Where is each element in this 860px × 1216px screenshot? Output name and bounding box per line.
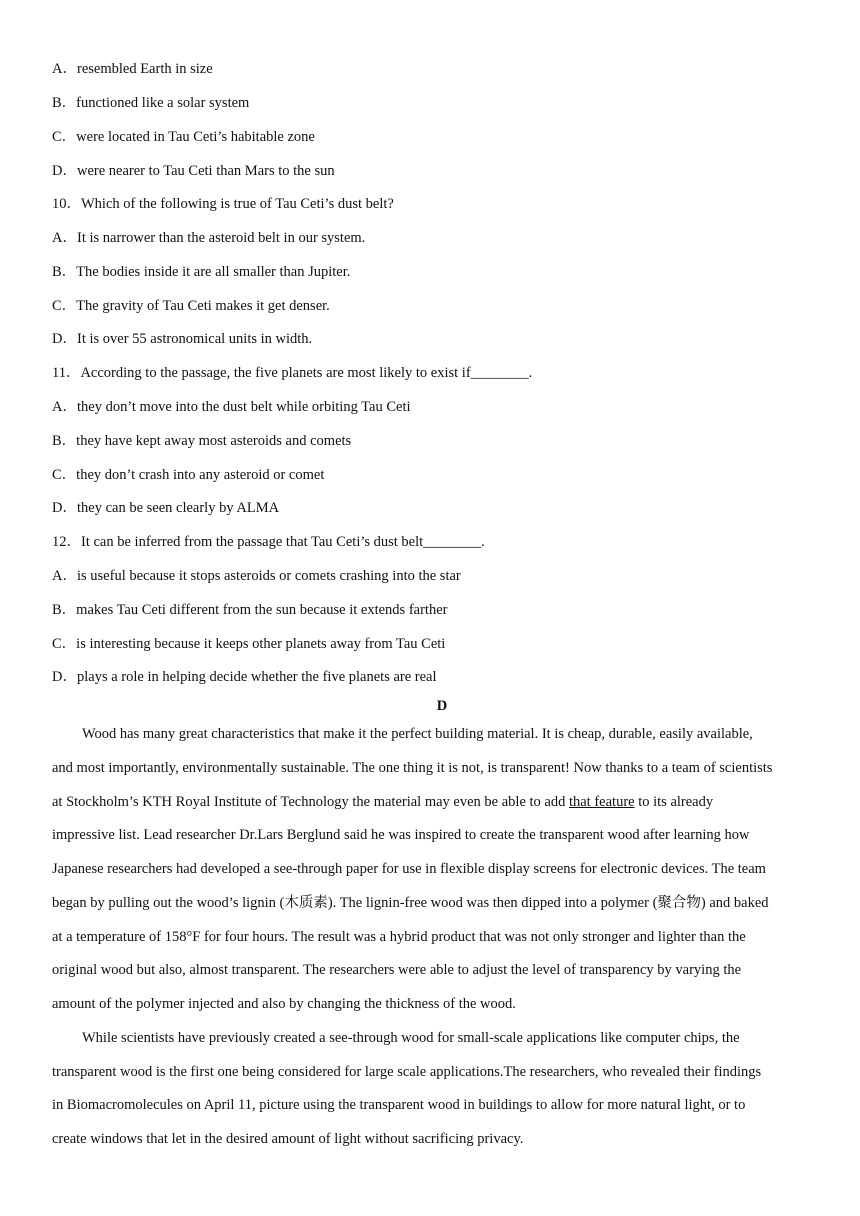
passage-p1-line: Japanese researchers had developed a see-through paper for use in flexible display screens for electronic devices. The team <box>52 861 766 877</box>
option-text: they have kept away most asteroids and comets <box>76 433 352 449</box>
q9-option-a <box>52 59 213 79</box>
q12-option-b <box>52 600 447 620</box>
passage-p1-line: and most importantly, environmentally sustainable. The one thing it is not, is transparent! Now thanks to a team of scientists <box>52 760 773 776</box>
option-letter: B． <box>52 433 77 449</box>
passage-p1-line: original wood but also, almost transparent. The researchers were able to adjust the level of transparency by varying the <box>52 962 742 978</box>
q10-option-a <box>52 228 365 248</box>
q12-option-c <box>52 634 445 654</box>
option-text: is useful because it stops asteroids or comets crashing into the star <box>76 568 461 584</box>
q10-stem: 10．Which of the following is true of Tau Ceti’s dust belt? <box>52 196 394 212</box>
option-text: were located in Tau Ceti’s habitable zone <box>76 129 315 145</box>
option-letter: D． <box>52 500 77 516</box>
passage-p2-line: While scientists have previously created a see-through wood for small-scale applications like computer chips, the <box>82 1030 740 1046</box>
option-letter: C． <box>52 298 77 314</box>
option-text: were nearer to Tau Ceti than Mars to the sun <box>76 163 335 179</box>
option-text: The gravity of Tau Ceti makes it get denser. <box>76 298 330 314</box>
option-text: is interesting because it keeps other planets away from Tau Ceti <box>76 636 446 652</box>
option-letter: D． <box>52 669 77 685</box>
section-heading: D <box>436 698 448 714</box>
option-letter: A． <box>52 399 77 415</box>
option-letter: C． <box>52 636 77 652</box>
q10-option-d <box>52 329 312 349</box>
option-text: It is narrower than the asteroid belt in our system. <box>76 230 366 246</box>
option-letter: D． <box>52 331 77 347</box>
q12-stem: 12．It can be inferred from the passage that Tau Ceti’s dust belt________. <box>52 534 485 550</box>
option-letter: C． <box>52 467 77 483</box>
passage-p2-line: create windows that let in the desired amount of light without sacrificing privacy. <box>52 1131 524 1147</box>
passage-p1-line: amount of the polymer injected and also by changing the thickness of the wood. <box>52 996 516 1012</box>
option-text: makes Tau Ceti different from the sun because it extends farther <box>76 602 448 618</box>
option-letter: C． <box>52 129 77 145</box>
option-text: plays a role in helping decide whether the five planets are real <box>76 669 437 685</box>
option-text: they don’t move into the dust belt while orbiting Tau Ceti <box>76 399 411 415</box>
option-letter: D． <box>52 163 77 179</box>
q11-option-b <box>52 431 351 451</box>
q9-option-d <box>52 161 335 181</box>
option-letter: A． <box>52 61 77 77</box>
option-text: It is over 55 astronomical units in width. <box>76 331 313 347</box>
option-letter: A． <box>52 230 77 246</box>
passage-p1-line: at a temperature of 158°F for four hours. The result was a hybrid product that was not only stronger and lighter than the <box>52 929 746 945</box>
passage-p2-line: transparent wood is the first one being considered for large scale applications.The researchers, who revealed their findings <box>52 1064 762 1080</box>
underlined-phrase: that feature <box>568 794 635 810</box>
option-text: functioned like a solar system <box>76 95 250 111</box>
q10-option-c <box>52 296 330 316</box>
option-text: The bodies inside it are all smaller than Jupiter. <box>76 264 351 280</box>
option-letter: B． <box>52 602 77 618</box>
passage-p2-line: in Biomacromolecules on April 11, picture using the transparent wood in buildings to allow for more natural light, or to <box>52 1097 746 1113</box>
q11-stem: 11．According to the passage, the five planets are most likely to exist if________. <box>52 365 533 381</box>
passage-text: to its already <box>634 794 714 810</box>
option-text: they can be seen clearly by ALMA <box>76 500 280 516</box>
option-text: resembled Earth in size <box>76 61 213 77</box>
passage-p1-line: began by pulling out the wood’s lignin (木质素). The lignin-free wood was then dipped into a polymer (聚合物) and baked <box>52 895 769 911</box>
passage-p1-line: Wood has many great characteristics that make it the perfect building material. It is cheap, durable, easily available, <box>82 726 753 742</box>
q11-option-d <box>52 498 279 518</box>
q11-option-c <box>52 465 324 485</box>
q12-option-d <box>52 667 437 687</box>
passage-text: at Stockholm’s KTH Royal Institute of Technology the material may even be able to add <box>52 794 569 810</box>
passage-p1-line: impressive list. Lead researcher Dr.Lars Berglund said he was inspired to create the transparent wood after learning how <box>52 827 750 843</box>
q11-option-a <box>52 397 411 417</box>
q12-option-a <box>52 566 461 586</box>
option-letter: A． <box>52 568 77 584</box>
q9-option-c <box>52 127 315 147</box>
q10-option-b <box>52 262 350 282</box>
option-text: they don’t crash into any asteroid or comet <box>76 467 325 483</box>
option-letter: B． <box>52 264 77 280</box>
passage-p1-line <box>52 792 713 812</box>
option-letter: B． <box>52 95 77 111</box>
q9-option-b <box>52 93 249 113</box>
